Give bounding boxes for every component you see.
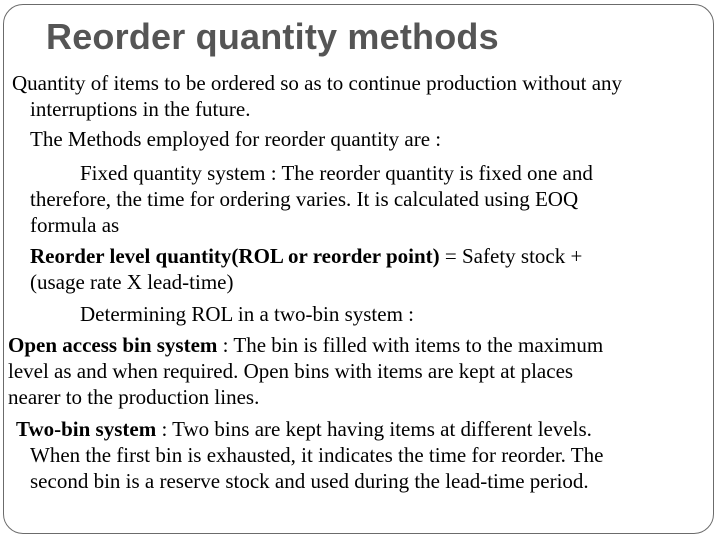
body-line: level as and when required. Open bins with items are kept at places — [8, 359, 574, 383]
body-line: Fixed quantity system : The reorder quantity is fixed one and — [80, 161, 593, 185]
body-line: Determining ROL in a two-bin system : — [80, 302, 415, 326]
bold-term: Reorder level quantity(ROL or reorder point) — [30, 244, 440, 268]
body-line — [30, 243, 582, 269]
body-line: nearer to the production lines. — [8, 385, 260, 409]
body-line: When the first bin is exhausted, it indicates the time for reorder. The — [30, 443, 604, 467]
body-line: (usage rate X lead-time) — [30, 270, 234, 294]
bold-term: Open access bin system — [8, 333, 218, 357]
bold-term: Two-bin system — [16, 417, 157, 441]
body-text: : Two bins are kept having items at different levels. — [156, 417, 592, 441]
body-line: therefore, the time for ordering varies. It is calculated using EOQ — [30, 187, 579, 211]
body-line — [16, 416, 592, 442]
body-line: interruptions in the future. — [30, 97, 251, 121]
body-line: formula as — [30, 213, 120, 237]
body-line — [8, 332, 603, 358]
body-line: The Methods employed for reorder quantity are : — [30, 127, 442, 151]
body-text: : The bin is filled with items to the maximum — [217, 333, 604, 357]
slide-title: Reorder quantity methods — [46, 16, 499, 57]
body-line: second bin is a reserve stock and used during the lead-time period. — [30, 469, 589, 493]
body-line: Quantity of items to be ordered so as to continue production without any — [12, 71, 623, 95]
body-text: = Safety stock + — [439, 244, 583, 268]
